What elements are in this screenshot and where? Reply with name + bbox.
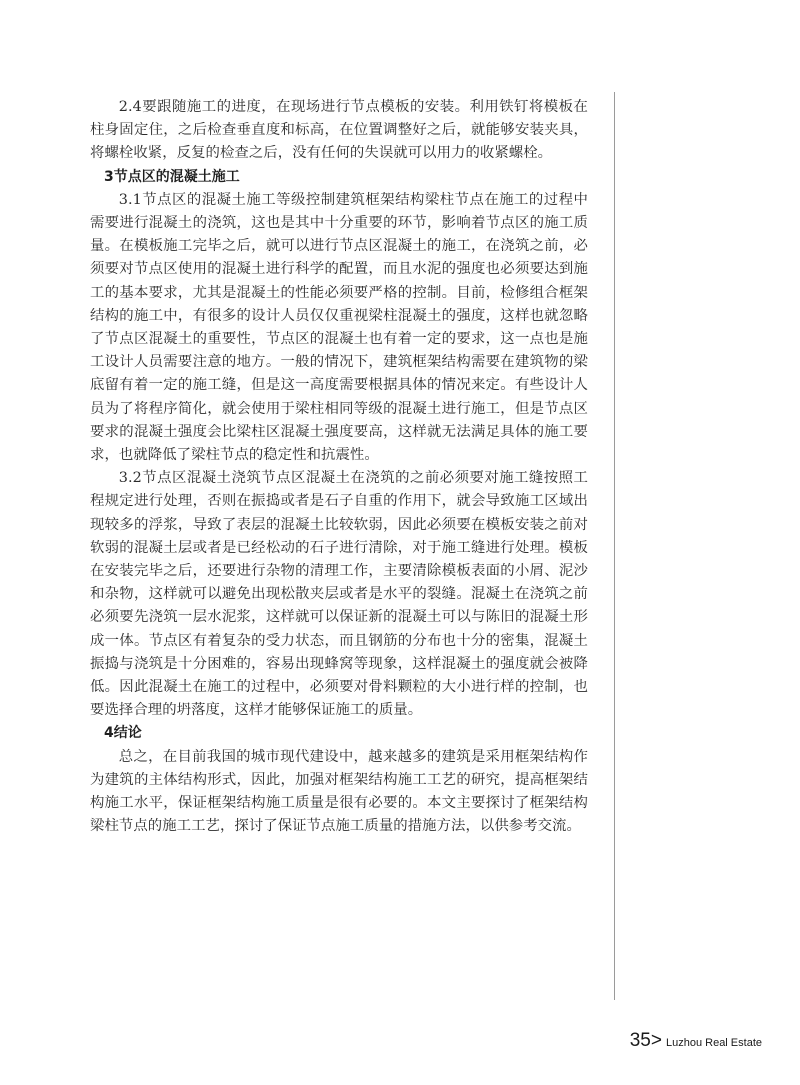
section-heading-4: 4结论 bbox=[104, 725, 142, 742]
paragraph-3-2: 3.2节点区混凝土浇筑节点区混凝土在浇筑的之前必须要对施工缝按照工程规定进行处理，否则在振捣或者是石子自重的作用下，就会导致施工区域出现较多的浮浆，导致了表层的混凝土比较软弱，因此必须要在模板安装之前对软弱的混凝土层或者是已经松动的石子进行清除，对于施工缝进行处理。模板在安装完毕之后，还要进行杂物的清理工作，主要清除模板表面的小屑、泥沙和杂物，这样就可以避免出现松散夹层或者是水平的裂缝。混凝土在浇筑之前必须要先浇筑一层水泥浆，这样就可以保证新的混凝土可以与陈旧的混凝土形成一体。节点区有着复杂的受力状态，而且钢筋的分布也十分的密集，混凝土振捣与浇筑是十分困难的，容易出现蜂窝等现象，这样混凝土的强度就会被降低。因此混凝土在施工的过程中，必须要对骨料颗粒的大小进行样的控制，也要选择合理的坍落度，这样才能够保证施工的质量。 bbox=[90, 470, 588, 719]
page-number: 35 bbox=[629, 1030, 651, 1051]
paragraph-2-4: 2.4要跟随施工的进度，在现场进行节点模板的安装。利用铁钉将模板在柱身固定住，之后检查垂直度和标高，在位置调整好之后，就能够安装夹具，将螺栓收紧，反复的检查之后，没有任何的失误就可以用力的收紧螺栓。 bbox=[90, 99, 588, 162]
paragraph-3-1: 3.1节点区的混凝土施工等级控制建筑框架结构梁柱节点在施工的过程中需要进行混凝土的浇筑，这也是其中十分重要的环节，影响着节点区的施工质量。在模板施工完毕之后，就可以进行节点区混凝土的施工，在浇筑之前，必须要对节点区使用的混凝土进行科学的配置，而且水泥的强度也必须要达到施工的基本要求，尤其是混凝土的性能必须要严格的控制。目前，检修组合框架结构的施工中，有很多的设计人员仅仅重视梁柱混凝土的强度，这样也就忽略了节点区混凝土的重要性，节点区的混凝土也有着一定的要求，这一点也是施工设计人员需要注意的地方。一般的情况下，建筑框架结构需要在建筑物的梁底留有着一定的施工缝，但是这一高度需要根据具体的情况来定。有些设计人员为了将程序简化，就会使用于梁柱相同等级的混凝土进行施工，但是节点区要求的混凝土强度会比梁柱区混凝土强度要高，这样就无法满足具体的施工要求，也就降低了梁柱节点的稳定性和抗震性。 bbox=[90, 191, 588, 464]
paragraph-conclusion: 总之，在目前我国的城市现代建设中，越来越多的建筑是采用框架结构作为建筑的主体结构形式，因此，加强对框架结构施工工艺的研究，提高框架结构施工水平，保证框架结构施工质量是很有必要的。本文主要探讨了框架结构梁柱节点的施工工艺，探讨了保证节点施工质量的措施方法，以供参考交流。 bbox=[90, 748, 588, 835]
magazine-name: Luzhou Real Estate bbox=[665, 1037, 762, 1049]
page-footer bbox=[630, 1030, 762, 1052]
chevron-right-icon: > bbox=[650, 1030, 662, 1051]
article-body bbox=[90, 96, 588, 839]
column-divider-line bbox=[614, 92, 615, 1000]
section-heading-3: 3节点区的混凝土施工 bbox=[104, 168, 240, 185]
